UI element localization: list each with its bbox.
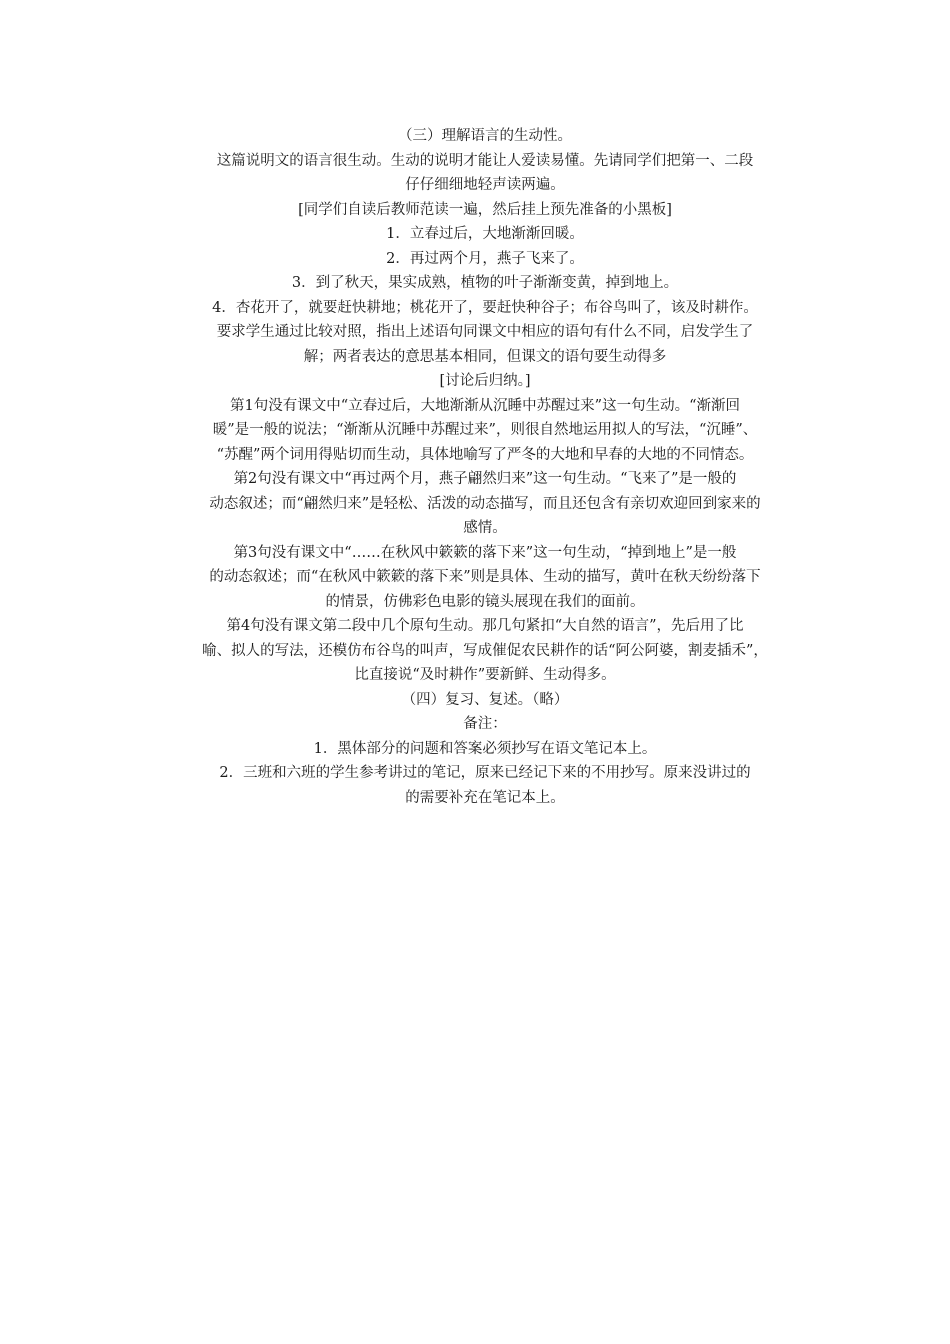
blackboard-list <box>160 222 810 320</box>
remark-item-1 <box>160 737 810 762</box>
discussion-note: [讨论后归纳。] <box>439 373 531 389</box>
section-heading-3: （三）理解语言的生动性。 <box>398 128 572 144</box>
analysis-line: 第4句没有课文第二段中几个原句生动。那几句紧扣“大自然的语言”，先后用了比 <box>226 618 744 634</box>
document-body <box>160 124 810 810</box>
intro-line: 仔仔细细地轻声读两遍。 <box>405 177 565 193</box>
intro-line: 这篇说明文的语言很生动。生动的说明才能让人爱读易懂。先请同学们把第一、二段 <box>216 152 754 169</box>
requirement-line: 要求学生通过比较对照，指出上述语句同课文中相应的语句有什么不同，启发学生了 <box>216 324 754 340</box>
analysis-line: 第3句没有课文中“……在秋风中簌簌的落下来”这一句生动，“掉到地上”是一般 <box>233 544 737 561</box>
analysis-line: 喻、拟人的写法，还模仿布谷鸟的叫声，写成催促农民耕作的话“阿公阿婆，割麦插禾”， <box>202 642 768 659</box>
analysis-line: 第1句没有课文中“立春过后，大地渐渐从沉睡中苏醒过来”这一句生动。“渐渐回 <box>230 397 740 414</box>
analysis-line: 第2句没有课文中“再过两个月，燕子翩然归来”这一句生动。“飞来了”是一般的 <box>233 471 737 487</box>
section-heading-4: （四）复习、复述。（略） <box>401 691 569 708</box>
analysis-line: 比直接说“及时耕作”要新鲜、生动得多。 <box>354 667 616 683</box>
remark-line: 1．黑体部分的问题和答案必须抄写在语文笔记本上。 <box>313 740 657 757</box>
blackboard-item: 3．到了秋天，果实成熟，植物的叶子渐渐变黄，掉到地上。 <box>291 275 679 291</box>
analysis-paragraph-4 <box>160 614 810 688</box>
analysis-paragraph-3 <box>160 541 810 615</box>
analysis-paragraph-2 <box>160 467 810 541</box>
remark-line: 2．三班和六班的学生参考讲过的笔记，原来已经记下来的不用抄写。原来没讲过的 <box>219 765 751 781</box>
analysis-paragraph-1 <box>160 394 810 468</box>
blackboard-item: 2．再过两个月，燕子飞来了。 <box>386 250 584 267</box>
requirement-line: 解；两者表达的意思基本相同，但课文的语句要生动得多 <box>303 348 667 365</box>
analysis-line: “苏醒”两个词用得贴切而生动，具体地喻写了严冬的大地和早春的大地的不同情态。 <box>216 446 754 463</box>
analysis-line: 动态叙述；而“翩然归来”是轻松、活泼的动态描写，而且还包含有亲切欢迎回到家来的 <box>209 495 761 512</box>
blackboard-item: 4．杏花开了，就要赶快耕地；桃花开了，要赶快种谷子；布谷鸟叫了，该及时耕作。 <box>212 299 758 316</box>
analysis-line: 的情景，仿佛彩色电影的镜头展现在我们的面前。 <box>325 593 645 610</box>
remarks-label: 备注： <box>463 716 507 732</box>
analysis-line: 暖”是一般的说法；“渐渐从沉睡中苏醒过来”，则很自然地运用拟人的写法，“沉睡”、 <box>212 422 758 438</box>
analysis-line: 的动态叙述；而“在秋风中簌簌的落下来”则是具体、生动的描写，黄叶在秋天纷纷落下 <box>209 569 761 585</box>
requirement-paragraph <box>160 320 810 369</box>
teacher-note: [同学们自读后教师范读一遍，然后挂上预先准备的小黑板] <box>298 201 672 218</box>
intro-paragraph <box>160 149 810 198</box>
remark-line: 的需要补充在笔记本上。 <box>405 789 565 806</box>
remark-item-2 <box>160 761 810 810</box>
analysis-line: 感情。 <box>463 520 507 536</box>
blackboard-item: 1．立春过后，大地渐渐回暖。 <box>386 226 584 242</box>
